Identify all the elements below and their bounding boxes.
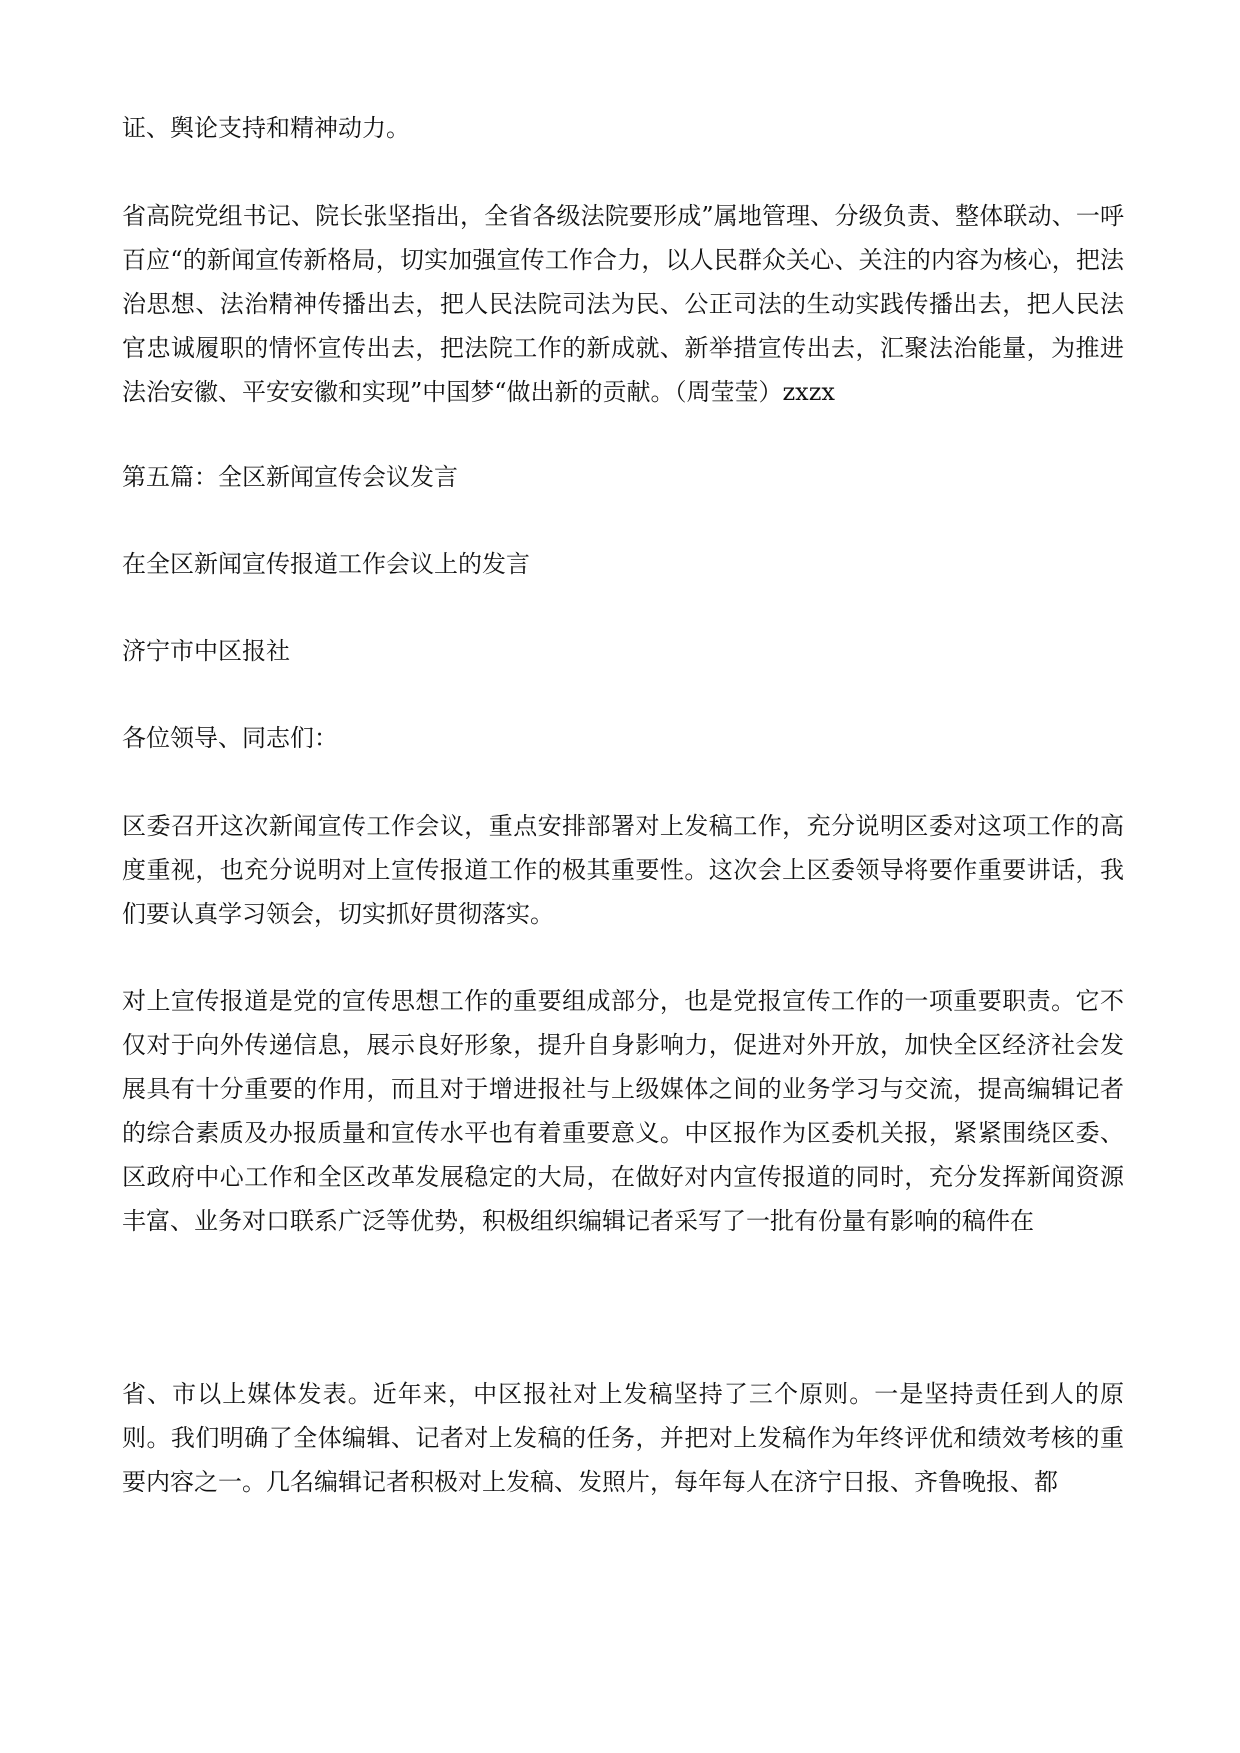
paragraph-3: 区委召开这次新闻宣传工作会议，重点安排部署对上发稿工作，充分说明区委对这项工作的高度重视，也充分说明对上宣传报道工作的极其重要性。这次会上区委领导将要作重要讲话，我们要认真学习领会，切实抓好贯彻落实。 (122, 812, 1124, 928)
speaker-organization: 济宁市中区报社 (122, 637, 290, 665)
salutation: 各位领导、同志们： (122, 724, 338, 752)
paragraph-2: 省高院党组书记、院长张坚指出，全省各级法院要形成”属地管理、分级负责、整体联动、一呼百应“的新闻宣传新格局，切实加强宣传工作合力，以人民群众关心、关注的内容为核心，把法治思想、法治精神传播出去，把人民法院司法为民、公正司法的生动实践传播出去，把人民法官忠诚履职的情怀宣传出去，把法院工作的新成就、新举措宣传出去，汇聚法治能量，为推进法治安徽、平安安徽和实现”中国梦“做出新的贡献。（周莹莹）zxzx (122, 202, 1124, 406)
speech-title: 在全区新闻宣传报道工作会议上的发言 (122, 550, 530, 578)
paragraph-1: 证、舆论支持和精神动力。 (122, 114, 410, 142)
paragraph-4: 对上宣传报道是党的宣传思想工作的重要组成部分，也是党报宣传工作的一项重要职责。它不仅对于向外传递信息，展示良好形象，提升自身影响力，促进对外开放，加快全区经济社会发展具有十分重要的作用，而且对于增进报社与上级媒体之间的业务学习与交流，提高编辑记者的综合素质及办报质量和宣传水平也有着重要意义。中区报作为区委机关报，紧紧围绕区委、区政府中心工作和全区改革发展稳定的大局，在做好对内宣传报道的同时，充分发挥新闻资源丰富、业务对口联系广泛等优势，积极组织编辑记者采写了一批有份量有影响的稿件在 (122, 987, 1124, 1235)
paragraph-5: 省、市以上媒体发表。近年来，中区报社对上发稿坚持了三个原则。一是坚持责任到人的原则。我们明确了全体编辑、记者对上发稿的任务，并把对上发稿作为年终评优和绩效考核的重要内容之一。几名编辑记者积极对上发稿、发照片，每年每人在济宁日报、齐鲁晚报、都 (122, 1380, 1124, 1496)
section-heading: 第五篇：全区新闻宣传会议发言 (122, 463, 458, 491)
